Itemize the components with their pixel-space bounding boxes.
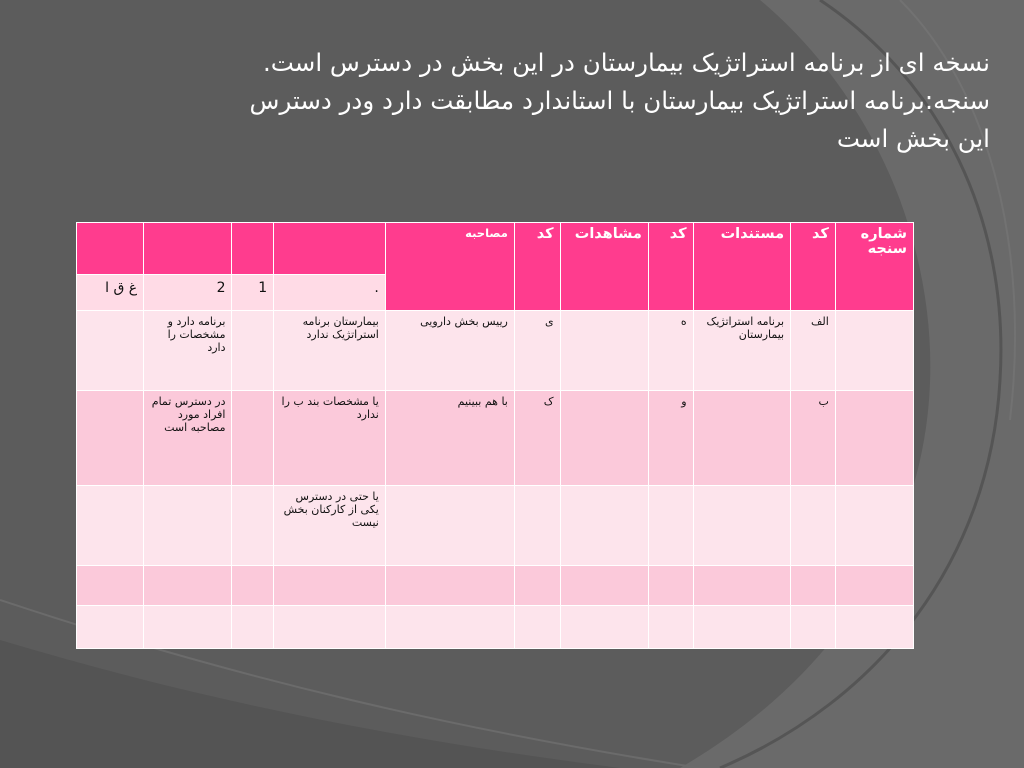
cell-empty xyxy=(232,566,274,606)
cell-documents xyxy=(693,391,791,486)
table-row xyxy=(77,566,914,606)
cell-documents xyxy=(693,486,791,566)
cell-score-na xyxy=(77,486,144,566)
cell-score-dot: یا حتی در دسترس یکی از کارکنان بخش نیست xyxy=(274,486,386,566)
title-line-3: این بخش است xyxy=(836,124,990,153)
title-line-1: نسخه ای از برنامه استراتژیک بیمارستان در این بخش در دسترس است. xyxy=(262,48,990,77)
score-label-dot: . xyxy=(274,275,386,311)
cell-empty xyxy=(144,566,232,606)
cell-code-1: ب xyxy=(791,391,836,486)
cell-empty xyxy=(693,606,791,649)
table-row xyxy=(77,311,914,391)
header-score-blank-2 xyxy=(232,223,274,275)
cell-empty xyxy=(560,606,648,649)
cell-empty xyxy=(77,606,144,649)
cell-code-3: ک xyxy=(514,391,560,486)
cell-code-3 xyxy=(514,486,560,566)
cell-measure-number xyxy=(835,311,913,391)
score-label-one: 1 xyxy=(232,275,274,311)
cell-score-two xyxy=(144,486,232,566)
header-score-blank-4 xyxy=(77,223,144,275)
cell-empty xyxy=(385,566,514,606)
cell-empty xyxy=(693,566,791,606)
cell-score-one xyxy=(232,311,274,391)
cell-interview xyxy=(385,486,514,566)
cell-empty xyxy=(385,606,514,649)
cell-code-2: و xyxy=(648,391,693,486)
cell-score-na xyxy=(77,391,144,486)
header-score-blank-1 xyxy=(274,223,386,275)
score-label-na: غ ق ا xyxy=(77,275,144,311)
table-row xyxy=(77,391,914,486)
cell-observations xyxy=(560,486,648,566)
cell-score-two: در دسترس تمام افراد مورد مصاحبه است xyxy=(144,391,232,486)
cell-measure-number xyxy=(835,486,913,566)
cell-code-3: ی xyxy=(514,311,560,391)
header-observations: مشاهدات xyxy=(560,223,648,311)
table-row xyxy=(77,606,914,649)
cell-interview: با هم ببینیم xyxy=(385,391,514,486)
cell-interview: رییس بخش دارویی xyxy=(385,311,514,391)
header-documents: مستندات xyxy=(693,223,791,311)
cell-code-1 xyxy=(791,486,836,566)
cell-observations xyxy=(560,391,648,486)
header-code-3: کد xyxy=(514,223,560,311)
cell-empty xyxy=(274,566,386,606)
cell-score-dot: بیمارستان برنامه استراتژیک ندارد xyxy=(274,311,386,391)
cell-empty xyxy=(648,566,693,606)
cell-score-dot: یا مشخصات بند ب را ندارد xyxy=(274,391,386,486)
cell-empty xyxy=(514,606,560,649)
cell-code-2: ه xyxy=(648,311,693,391)
cell-empty xyxy=(144,606,232,649)
cell-score-two: برنامه دارد و مشخصات را دارد xyxy=(144,311,232,391)
header-measure-number: شماره سنجه xyxy=(835,223,913,311)
cell-empty xyxy=(514,566,560,606)
cell-observations xyxy=(560,311,648,391)
cell-score-na xyxy=(77,311,144,391)
cell-code-2 xyxy=(648,486,693,566)
cell-empty xyxy=(791,606,836,649)
cell-documents: برنامه استراتژیک بیمارستان xyxy=(693,311,791,391)
header-interview: مصاحبه xyxy=(385,223,514,311)
cell-empty xyxy=(835,606,913,649)
header-score-blank-3 xyxy=(144,223,232,275)
cell-score-one xyxy=(232,391,274,486)
cell-empty xyxy=(232,606,274,649)
cell-score-one xyxy=(232,486,274,566)
table-row xyxy=(77,486,914,566)
score-label-two: 2 xyxy=(144,275,232,311)
cell-empty xyxy=(648,606,693,649)
cell-empty xyxy=(77,566,144,606)
title-line-2: سنجه:برنامه استراتژیک بیمارستان با استاندارد مطابقت دارد ودر دسترس xyxy=(249,86,990,115)
cell-empty xyxy=(791,566,836,606)
cell-measure-number xyxy=(835,391,913,486)
cell-code-1: الف xyxy=(791,311,836,391)
header-code-2: کد xyxy=(648,223,693,311)
cell-empty xyxy=(835,566,913,606)
cell-empty xyxy=(274,606,386,649)
slide-title xyxy=(40,44,990,158)
measures-table xyxy=(76,222,914,649)
header-code-1: کد xyxy=(791,223,836,311)
cell-empty xyxy=(560,566,648,606)
